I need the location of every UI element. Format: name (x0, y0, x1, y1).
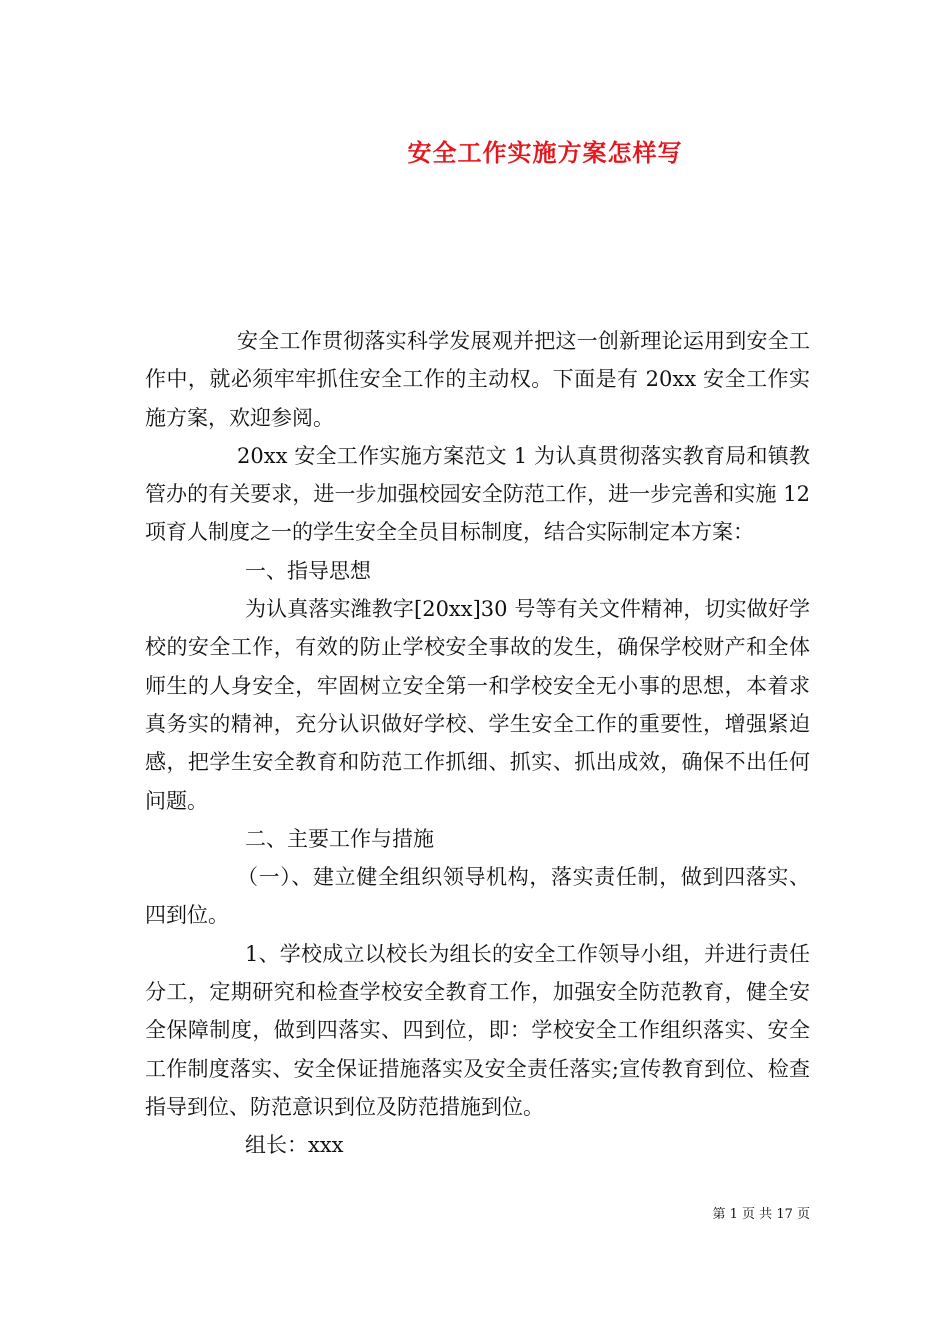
paragraph-intro: 安全工作贯彻落实科学发展观并把这一创新理论运用到安全工作中，就必须牢牢抓住安全工作的主动权。下面是有 20xx 安全工作实施方案，欢迎参阅。 (145, 329, 810, 430)
section-heading-main-work: 二、主要工作与措施 (245, 826, 434, 851)
page-number-footer: 第 1 页 共 17 页 (712, 1207, 810, 1222)
document-body (145, 322, 810, 1165)
paragraph-subsection-1: （一）、建立健全组织领导机构，落实责任制，做到四落实、四到位。 (145, 865, 810, 928)
paragraph-group-leader: 组长：xxx (245, 1133, 344, 1158)
section-heading-guiding-thought: 一、指导思想 (245, 558, 371, 583)
paragraph-item-1: 1、学校成立以校长为组长的安全工作领导小组，并进行责任分工，定期研究和检查学校安全教育工作，加强安全防范教育，健全安全保障制度，做到四落实、四到位，即：学校安全工作组织落实、安全工作制度落实、安全保证措施落实及安全责任落实;宣传教育到位、检查指导到位、防范意识到位及防范措施到位。 (145, 941, 810, 1119)
document-title: 安全工作实施方案怎样写 (407, 138, 683, 167)
paragraph-guiding-thought: 为认真落实潍教字[20xx]30 号等有关文件精神，切实做好学校的安全工作，有效的防止学校安全事故的发生，确保学校财产和全体师生的人身安全，牢固树立安全第一和学校安全无小事的思想，本着求真务实的精神，充分认识做好学校、学生安全工作的重要性，增强紧迫感，把学生安全教育和防范工作抓细、抓实、抓出成效，确保不出任何问题。 (145, 597, 810, 813)
paragraph-sample-1: 20xx 安全工作实施方案范文 1 为认真贯彻落实教育局和镇教管办的有关要求，进一步加强校园安全防范工作，进一步完善和实施 12 项育人制度之一的学生安全全员目标制度，结合实际制定本方案： (145, 443, 810, 545)
